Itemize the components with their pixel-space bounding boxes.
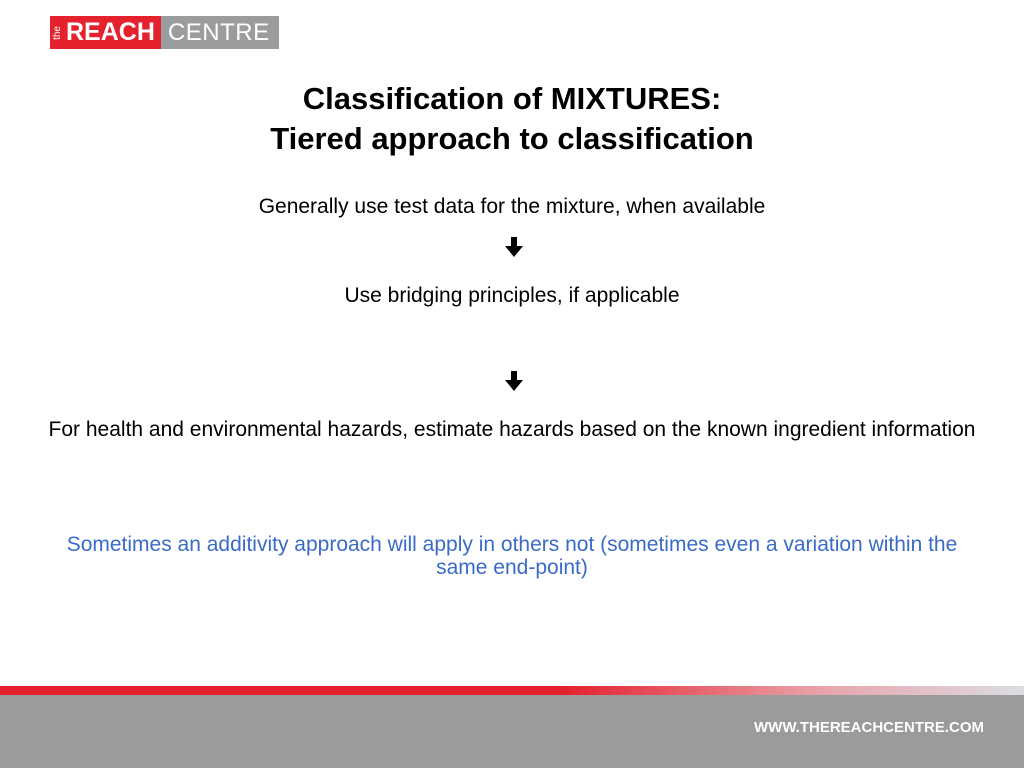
reach-centre-logo bbox=[50, 16, 279, 49]
footer-stripe bbox=[0, 686, 1024, 695]
slide-title-line-2: Tiered approach to classification bbox=[270, 121, 754, 156]
arrow-down-icon bbox=[502, 235, 526, 259]
logo-the-text: the bbox=[52, 25, 63, 40]
logo-red-block bbox=[50, 16, 161, 49]
footer-website-url: WWW.THEREACHCENTRE.COM bbox=[754, 719, 984, 736]
slide-title-line-1: Classification of MIXTURES: bbox=[302, 81, 722, 116]
tier-3-text: For health and environmental hazards, estimate hazards based on the known ingredient information bbox=[48, 418, 976, 441]
logo-reach-text: REACH bbox=[66, 18, 155, 46]
logo-grey-block bbox=[161, 16, 279, 49]
tier-2-text: Use bridging principles, if applicable bbox=[344, 284, 680, 307]
tier-1-text: Generally use test data for the mixture, when available bbox=[258, 195, 766, 218]
logo-centre-text: CENTRE bbox=[167, 19, 270, 46]
arrow-down-icon bbox=[502, 369, 526, 393]
additivity-note: Sometimes an additivity approach will apply in others not (sometimes even a variation within the same end-point) bbox=[66, 533, 958, 579]
